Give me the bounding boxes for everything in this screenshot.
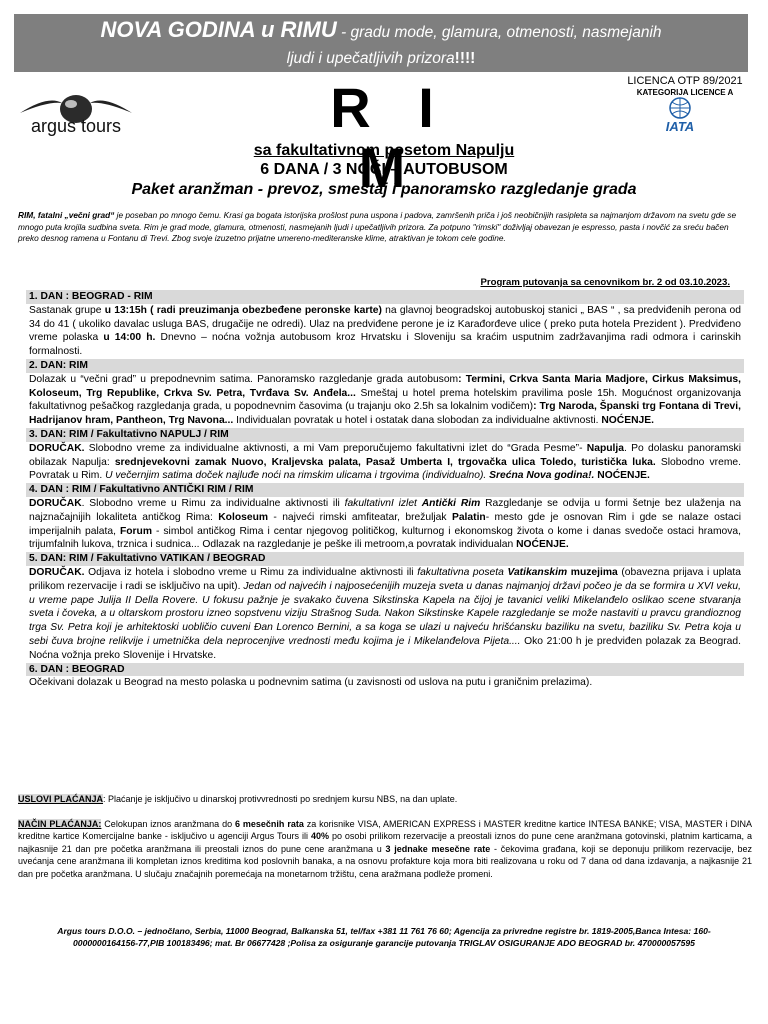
page-title: R I M xyxy=(330,76,450,199)
itinerary-table xyxy=(26,290,744,690)
day-body xyxy=(26,566,744,663)
banner-exclaim: !!!! xyxy=(454,50,476,67)
day-4-header: 4. DAN : RIM / Fakultativno ANTIČKI RIM / RIM xyxy=(26,483,744,497)
banner-subtitle-2: ljudi i upečatljivih prizora xyxy=(286,50,455,67)
payment-terms xyxy=(18,793,752,892)
subtitle-duration: 6 DANA / 3 NOĆI – AUTOBUSOM xyxy=(260,161,508,178)
day-header xyxy=(26,483,744,497)
licence-category: KATEGORIJA LICENCE A xyxy=(636,88,734,97)
day-1-text: Sastanak grupe u 13:15h ( radi preuzimanja obezbeđene peronske karte) na glavnoj beogradskoj autobuskoj stanici „ BAS “ , sa predviđenih perona od 34 do 41 ( ukoliko davalac usluga BAS, drugačije ne odredi). Ulaz na predviđene perone je iz Karađorđeve ulice ( preko puta hotela Prezident ). Predviđeno vreme polaska u 14:00 h. Dnevno – noćna vožnja autobusom kroz Hrvatsku i Sloveniju sa kraćim usputnim zadržavanjima radi odmora i carinskih formalnosti. xyxy=(29,304,741,358)
day-header xyxy=(26,552,744,566)
iata-logo-icon xyxy=(650,96,710,134)
day-header xyxy=(26,428,744,442)
payment-conditions xyxy=(18,793,752,806)
payment-conditions-text: : Plaćanje je isključivo u dinarskoj protivvrednosti po srednjem kursu NBS, na dan uplate. xyxy=(103,794,458,804)
banner-line-1 xyxy=(14,17,748,43)
intro-text: je poseban po mnogo čemu. Krasi ga bogata istorijska prošlost puna uspona i padova, zamršenih priča i još neobičnijih rasipleta sa najmanjom državom na svetu gde se mnogo puta krojila sudbina sveta. Rim je grad mode, glamura, otmenosti, nasmejanih ljudi i upečatljivih prizora. Za potpuno "rimski" doživljaj obavezan je espresso, pasta i novčić za sreću bačen preko desnog ramena u Fontanu di Trevi. Zbog svoje izuzetno prijatne umereno-mediteranske klime, atraktivan je tokom cele godine. xyxy=(18,210,737,243)
day-header xyxy=(26,663,744,677)
subtitle-package: Paket aranžman - prevoz, smeštaj i panoramsko razgledanje grada xyxy=(131,181,637,198)
banner-subtitle-1: - gradu mode, glamura, otmenosti, nasmejanih xyxy=(341,24,662,41)
payment-conditions-label: USLOVI PLAĆANJA xyxy=(18,794,104,804)
day-header xyxy=(26,290,744,304)
title-banner xyxy=(14,14,748,72)
day-4-text: DORUČAK. Slobodno vreme u Rimu za individualne aktivnosti ili fakultativnI izlet Antički Rim Razgledanje se odvija u formi šetnje bez ulaženja na najznačajnijih lokaliteta antičkog Rima: Koloseum - najveći rimski amfiteatar, brežuljak Palatin- mesto gde je osnovan Rim i gde se nalaze ostaci imperijalnih palata, Forum - simbol antičkog Rima i centar njegovog političkog, kulturnog i ekonomskog života o kome i danas svedoče ostaci hramova, trijumfalnih lukova, trznica i sudnica... Odlazak na razgledanje je peške ili metroom,a povratak individualan NOĆENJE. xyxy=(29,497,742,551)
subtitle-block xyxy=(0,141,768,201)
day-3-header: 3. DAN: RIM / Fakultativno NAPULJ / RIM xyxy=(26,428,744,442)
intro-lead: RIM, fatalni „večni grad“ xyxy=(18,210,115,220)
day-body xyxy=(26,304,744,359)
program-reference: Program putovanja sa cenovnikom br. 2 od 03.10.2023. xyxy=(480,277,730,288)
day-2-header: 2. DAN: RIM xyxy=(26,359,744,373)
day-2-text: Dolazak u “večni grad” u prepodnevnim satima. Panoramsko razgledanje grada autobusom: Termini, Crkva Santa Maria Madjore, Cirkus Maksimus, Koloseum, Trg Republike, Crkva Sv. Petra, Tvrđava Sv. Anđela... Smeštaj u hotel prema hotelskim pravilima posle 15h. Mogućnost organizovanja fakultativnog pešačkog razgledanja grada, u popodnevnim časovima (u trajanju oko 2.5h sa lokalnim vodičem): Trg Naroda, Španski trg Fontana di Trevi, Hadrijanov hram, Pantheon, Trg Navona... Individualan povratak u hotel i ostatak dana slobodan za individualne aktivnosti. NOĆENJE. xyxy=(29,373,741,427)
banner-title: NOVA GODINA u RIMU xyxy=(100,17,337,42)
day-body xyxy=(26,442,744,483)
day-5-text: DORUČAK. Odjava iz hotela i slobodno vreme u Rimu za individualne aktivnosti ili fakultativna poseta Vatikanskim muzejima (obavezna prijava i uplata prilikom rezervacije i radi se isključivo na upit). Jedan od najvećih i najposećenijih muzeja sveta u danas najmanjoj državi počeo je da se formira u XVI veku, u vreme pape Julija II Della Rovere. U fokusu pažnje je svakako čuvena Sikstinska Kapela na čijoj je tavanici veliki Mikelanđelo oslikao scene stvaranja sveta i čoveka, a u oltarskom prostoru izneo sopstvenu viziju Strašnog Suda. Nakon Sikstinske Kapele razgledanje se može nastaviti u pravcu grandioznog trga Sv. Petra koji je arhitektoski uobličio cuveni Đan Lorenco Bernini, a sa koga se ulazi u najveću hrišćansku baziliku na svetu, baziliku Sv. Petra koja u sebi čuva brojne relikvije i umetnička dela neprocenjive vrednosti među kojima je i Mikelanđelova Pijeta.... Oko 21:00 h je predviđen polazak za Beograd. Noćna vožnja preko Slovenije i Hrvatske. xyxy=(29,566,741,661)
day-header xyxy=(26,359,744,373)
day-body xyxy=(26,497,744,552)
iata-label: IATA xyxy=(665,119,695,134)
intro-paragraph xyxy=(18,210,750,245)
day-body xyxy=(26,373,744,428)
day-body xyxy=(26,676,744,690)
day-1-header: 1. DAN : BEOGRAD - RIM xyxy=(26,290,744,304)
day-5-header: 5. DAN: RIM / Fakultativno VATIKAN / BEOGRAD xyxy=(26,552,744,566)
payment-methods-label: NAČIN PLAĆANJA: xyxy=(18,818,102,829)
licence-number: LICENCA OTP 89/2021 xyxy=(627,75,743,87)
subtitle-napulj: sa fakultativnom posetom Napulju xyxy=(253,142,515,159)
banner-line-2 xyxy=(14,50,748,68)
day-6-text: Očekivani dolazak u Beograd na mesto polaska u podnevnim satima (u zavisnosti od uslova na putu i graničnim prelazima). xyxy=(29,677,593,689)
licence-block xyxy=(610,75,760,97)
day-6-header: 6. DAN : BEOGRAD xyxy=(26,663,744,677)
payment-methods: NAČIN PLAĆANJA: Celokupan iznos aranžmana do 6 mesečnih rata za korisnike VISA, AMERICAN EXPRESS i MASTER kreditne kartice INTESA BANKE; VISA, MASTER i DINA kreditne kartice Komercijalne banke - isključivo u agenciji Argus Tours ili 40% po osobi prilikom rezervacije a preostali iznos do pune cene aranžmana gotovinski, platnim karticama, a najkasnije 21 dan pre početka aranžmana ili preostali iznos do pune cene aranžmana u 3 jednake mesečne rate - čekovima građana, koji se deponuju prilikom rezervacije, bez uvećanja cene aranžmana ili kompletan iznos kreditima kod poslovnih banaka, a na osnovu profakture koja mora biti realizovana u roku od 7 dana od dana izdavanja, a najkasnije 21 dan pre početka aranžmana. U slučaju značajnih poremećaja na monetarnom tržištu, cena aražmana podleže promeni. xyxy=(18,818,753,879)
footer-company-info: Argus tours D.O.O. – jednočlano, Serbia, 11000 Beograd, Balkanska 51, tel/fax +381 11 761 76 60; Agencija za privredne registre br. 1819-2005,Banca Intesa: 160-0000000164156-77,PIB 100183496; mat. Br 06677428 ;Polisa za osiguranje garancije putovanja TRIGLAV OSIGURANJE ADO BEOGRAD br. 470000057595 xyxy=(57,926,711,948)
logo-text: argus tours xyxy=(30,116,122,136)
day-3-text: DORUČAK. Slobodno vreme za individualne aktivnosti, a mi Vam preporučujemo fakultativni izlet do “Grada Pesme”- Napulja. Po dolasku panoramski obilazak Napulja: srednjevekovni zamak Nuovo, Kraljevska palata, Pasaž Umberta I, trgovačka ulica Toledo, turistička luka. Slobodno vreme. Povratak u Rim. U večernjim satima doček najluđe noći na rimskim ulicama i trgovima (individualno). Srećna Nova godina!. NOĆENJE. xyxy=(29,442,742,482)
